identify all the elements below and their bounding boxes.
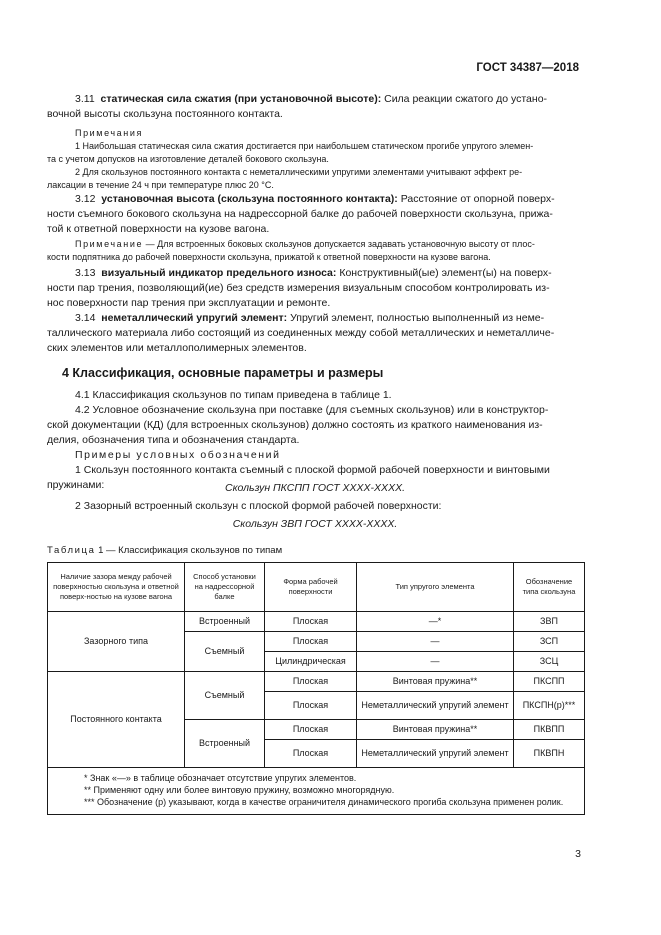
term-text: нос поверхности пар трения при эксплуатации и ремонте. xyxy=(47,297,331,309)
table-cell: Винтовая пружина** xyxy=(357,720,514,740)
table-cell: Съемный xyxy=(185,672,265,720)
table-cell: Неметаллический упругий элемент xyxy=(357,692,514,720)
example-code-2: Скользун ЗВП ГОСТ ХХХХ-ХХХХ. xyxy=(232,518,398,530)
note-block xyxy=(47,238,583,264)
table-cell: —* xyxy=(357,612,514,632)
term-title: установочная высота (скользуна постоянного контакта): xyxy=(101,193,398,205)
table-footnotes-row xyxy=(48,768,585,815)
term-text: ности съемного бокового скользуна на надрессорной балке до рабочей поверхности скользуна, прижа- xyxy=(47,208,553,220)
footnote: * Знак «—» в таблице обозначает отсутствие упругих элементов. xyxy=(84,773,357,783)
paragraph: 4.1 Классификация скользунов по типам приведена в таблице 1. xyxy=(75,389,392,401)
example-line: 2 Зазорный встроенный скользун с плоской формой рабочей поверхности: xyxy=(75,500,442,512)
table-cell: — xyxy=(357,652,514,672)
note-line: та с учетом допусков на изготовление деталей бокового скользуна. xyxy=(47,154,329,164)
term-number: 3.12 xyxy=(75,193,96,205)
note-line: 1 Наибольшая статическая сила сжатия достигается при наибольшем статическом прогибе упругого элемен- xyxy=(75,141,534,151)
table-cell: ПКВПП xyxy=(514,720,585,740)
term-text: Конструктивный(ые) элемент(ы) на поверх- xyxy=(339,267,552,279)
table-cell: — xyxy=(357,632,514,652)
column-header: Форма рабочей поверхности xyxy=(265,563,357,612)
term-number: 3.13 xyxy=(75,267,96,279)
document-header: ГОСТ 34387—2018 xyxy=(476,62,579,74)
note-line: лаксации в течение 24 ч при температуре плюс 20 °С. xyxy=(47,180,274,190)
section-3-14 xyxy=(47,311,583,356)
table-caption-text: 1 — Классификация скользунов по типам xyxy=(95,545,283,556)
term-text: той к ответной поверхности на кузове вагона. xyxy=(47,223,270,235)
term-text: Упругий элемент, полностью выполненный из неме- xyxy=(290,312,545,324)
term-text: Сила реакции сжатого до устано- xyxy=(384,93,548,105)
term-number: 3.11 xyxy=(75,93,95,105)
section-3-11 xyxy=(47,92,583,122)
note-line: 2 Для скользунов постоянного контакта с неметаллическими упругими элементами учитывают эффект ре- xyxy=(75,167,523,177)
term-title: визуальный индикатор предельного износа: xyxy=(101,267,337,279)
table-cell: Постоянного контакта xyxy=(48,672,185,768)
table-cell: ЗВП xyxy=(514,612,585,632)
table-header-row xyxy=(48,563,585,612)
notes-title: Примечания xyxy=(75,128,143,138)
example-code-1: Скользун ПКСПП ГОСТ ХХХХ-ХХХХ. xyxy=(224,482,405,494)
note-line: — Для встроенных боковых скользунов допускается задавать установочную высоту от плос- xyxy=(143,239,535,249)
examples-title: Примеры условных обозначений xyxy=(75,449,281,461)
term-number: 3.14 xyxy=(75,312,96,324)
table-cell: Встроенный xyxy=(185,720,265,768)
table-cell: ЗСП xyxy=(514,632,585,652)
note-line: кости подпятника до рабочей поверхности скользуна, прижатой к ответной поверхности на кузове вагона. xyxy=(47,252,491,262)
table-cell: Плоская xyxy=(265,740,357,768)
table-cell: ПКСПП xyxy=(514,672,585,692)
example-line: пружинами: xyxy=(47,479,105,491)
footnote: *** Обозначение (р) указывают, когда в качестве ограничителя динамического прогиба скользуна применен ролик. xyxy=(84,797,564,807)
section-4-title: 4 Классификация, основные параметры и размеры xyxy=(62,366,384,380)
table-cell: Винтовая пружина** xyxy=(357,672,514,692)
table-cell: Зазорного типа xyxy=(48,612,185,672)
table-caption xyxy=(47,543,583,558)
column-header: Способ установки на надрессорной балке xyxy=(185,563,265,612)
table-cell: Плоская xyxy=(265,612,357,632)
table-footnotes xyxy=(48,768,585,815)
term-text: ности пар трения, позволяющий(ие) без средств измерения визуальным способом контролировать из- xyxy=(47,282,550,294)
table-cell: Плоская xyxy=(265,692,357,720)
table-cell: ЗСЦ xyxy=(514,652,585,672)
term-title: неметаллический упругий элемент: xyxy=(101,312,288,324)
section-3-13 xyxy=(47,266,583,311)
term-title: статическая сила сжатия (при установочной высоте): xyxy=(100,93,382,105)
paragraph: ской документации (КД) (для встроенных скользунов) должно состоять из краткого наименования из- xyxy=(47,419,543,431)
term-text: Расстояние от опорной поверх- xyxy=(400,193,555,205)
term-text: вочной высоты скользуна постоянного контакта. xyxy=(47,108,283,120)
table-row xyxy=(48,672,585,692)
note-label: Примечание xyxy=(75,239,144,249)
footnote: ** Применяют одну или более винтовую пружину, возможно многорядную. xyxy=(84,785,395,795)
section-3-12 xyxy=(47,192,583,237)
notes-block xyxy=(47,127,583,192)
table-cell: Плоская xyxy=(265,672,357,692)
paragraph: делия, обозначения типа и обозначения стандарта. xyxy=(47,434,300,446)
table-cell: ПКСПН(р)*** xyxy=(514,692,585,720)
page-number: 3 xyxy=(575,848,581,860)
table-cell: Цилиндрическая xyxy=(265,652,357,672)
table-cell: Плоская xyxy=(265,632,357,652)
paragraph: 4.2 Условное обозначение скользуна при поставке (для съемных скользунов) или в конструктор- xyxy=(75,404,549,416)
table-row xyxy=(48,612,585,632)
column-header: Наличие зазора между рабочей поверхностью скользуна и ответной поверх-ностью на кузове вагона xyxy=(48,563,185,612)
table-cell: Неметаллический упругий элемент xyxy=(357,740,514,768)
table-caption-label: Таблица xyxy=(47,545,96,556)
table-cell: Плоская xyxy=(265,720,357,740)
table-cell: Встроенный xyxy=(185,612,265,632)
column-header: Обозначение типа скользуна xyxy=(514,563,585,612)
term-text: таллического материала либо состоящий из соединенных между собой металлических и неметалличе- xyxy=(47,327,555,339)
example-line: 1 Скользун постоянного контакта съемный с плоской формой рабочей поверхности и винтовыми xyxy=(75,464,550,476)
column-header: Тип упругого элемента xyxy=(357,563,514,612)
classification-table xyxy=(47,562,585,815)
table-cell: ПКВПН xyxy=(514,740,585,768)
section-4-body xyxy=(47,388,583,493)
term-text: ских элементов или металлополимерных элементов. xyxy=(47,342,307,354)
table-cell: Съемный xyxy=(185,632,265,672)
